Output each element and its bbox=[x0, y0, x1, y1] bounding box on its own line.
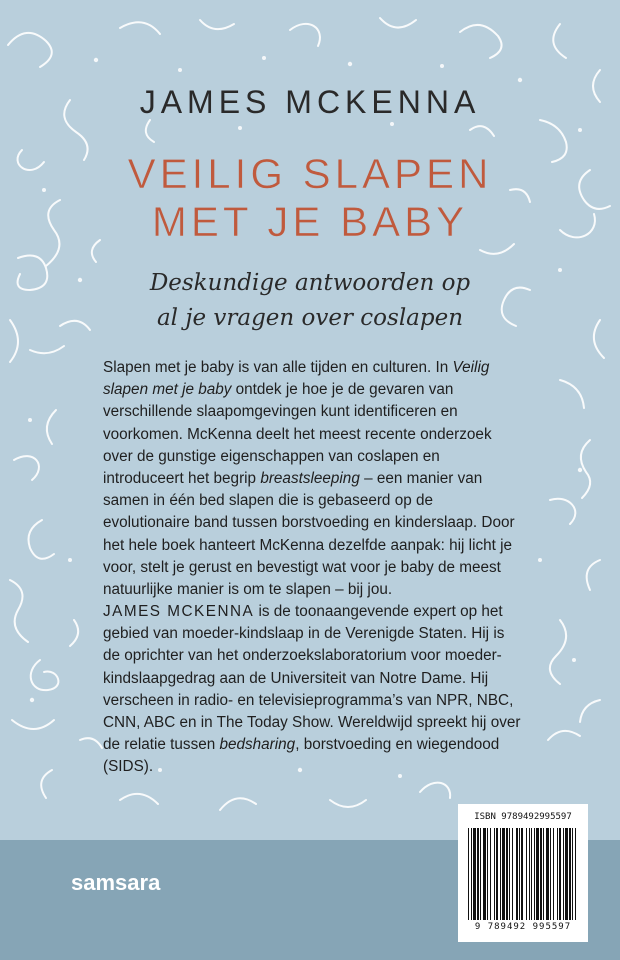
barcode-bar bbox=[521, 828, 523, 920]
blurb-book-title: Veilig slapen met je baby bbox=[103, 359, 490, 399]
barcode-bar bbox=[529, 828, 530, 920]
subtitle-line-1: Deskundige antwoorden op bbox=[149, 270, 471, 296]
barcode-bar bbox=[471, 828, 472, 920]
barcode-bar bbox=[543, 828, 544, 920]
barcode-bar bbox=[500, 828, 501, 920]
book-title-line-1: VEILIG SLAPEN bbox=[127, 150, 493, 197]
barcode-bar bbox=[546, 828, 549, 920]
barcode-bar bbox=[536, 828, 539, 920]
barcode-bar bbox=[531, 828, 532, 920]
barcode-bar bbox=[559, 828, 561, 920]
barcode-bar bbox=[526, 828, 527, 920]
barcode-bar bbox=[540, 828, 542, 920]
subtitle-line-2: al je vragen over coslapen bbox=[156, 305, 464, 331]
barcode-bar bbox=[480, 828, 481, 920]
barcode-bar bbox=[519, 828, 520, 920]
bio-term: bedsharing bbox=[219, 736, 296, 754]
barcode-bar bbox=[569, 828, 571, 920]
barcode-bar bbox=[483, 828, 486, 920]
blurb-paragraph: Slapen met je baby is van alle tijden en culturen. In Veilig slapen met je baby ontdek je hoe je de gevaren van verschillende slaapomgevingen kunt identificeren en voorkomen. McKenna deelt het meest recente onderzoek over de gunstige eigenschappen van coslapen en introduceert het begrip breastsleeping – een manier van samen in één bed slapen die is gebaseerd op de evolutionaire band tussen borstvoeding en kinderslaap. Door het hele boek hanteert McKenna dezelfde aanpak: hij licht je voor, stelt je gerust en bevestigt wat voor je baby de meest natuurlijke manier is om te slapen – bij jou. bbox=[103, 359, 515, 599]
barcode-bar bbox=[557, 828, 558, 920]
barcode-bar bbox=[468, 828, 469, 920]
barcode-bar bbox=[572, 828, 573, 920]
barcode-bar bbox=[509, 828, 510, 920]
isbn-label: ISBN 9789492995597 bbox=[474, 812, 572, 822]
author-name: JAMES MCKENNA bbox=[139, 84, 481, 120]
barcode-bar bbox=[565, 828, 568, 920]
barcode-bar bbox=[494, 828, 495, 920]
barcode-bar bbox=[553, 828, 554, 920]
blurb-term: breastsleeping bbox=[260, 470, 360, 488]
barcode-bar bbox=[575, 828, 576, 920]
bio-author-name: JAMES MCKENNA bbox=[103, 603, 255, 620]
barcode-bar bbox=[496, 828, 498, 920]
isbn-barcode bbox=[458, 804, 588, 942]
barcode-bar bbox=[487, 828, 488, 920]
barcode-bar bbox=[473, 828, 476, 920]
barcode-bar bbox=[490, 828, 491, 920]
barcode-bar bbox=[512, 828, 513, 920]
barcode-bar bbox=[516, 828, 518, 920]
barcode-bar bbox=[550, 828, 551, 920]
publisher-logo: samsara bbox=[71, 870, 161, 895]
author-bio-paragraph: JAMES MCKENNA is de toonaangevende expert op het gebied van moeder-kindslaap in de Verenigde Staten. Hij is de oprichter van het onderzoekslaboratorium voor moeder-kindslaapgedrag aan de Universiteit van Notre Dame. Hij verscheen in radio- en televisieprogramma’s van NPR, NBC, CNN, ABC en in The Today Show. Wereldwijd spreekt hij over de relatie tussen bedsharing, borstvoeding en wiegendood (SIDS). bbox=[103, 603, 521, 776]
barcode-bar bbox=[502, 828, 505, 920]
book-title-line-2: MET JE BABY bbox=[151, 198, 469, 245]
barcode-bars bbox=[466, 828, 580, 920]
barcode-digits: 9 789492 995597 bbox=[474, 922, 572, 932]
barcode-bar bbox=[563, 828, 564, 920]
barcode-bar bbox=[477, 828, 479, 920]
barcode-bar bbox=[506, 828, 508, 920]
barcode-bar bbox=[534, 828, 535, 920]
